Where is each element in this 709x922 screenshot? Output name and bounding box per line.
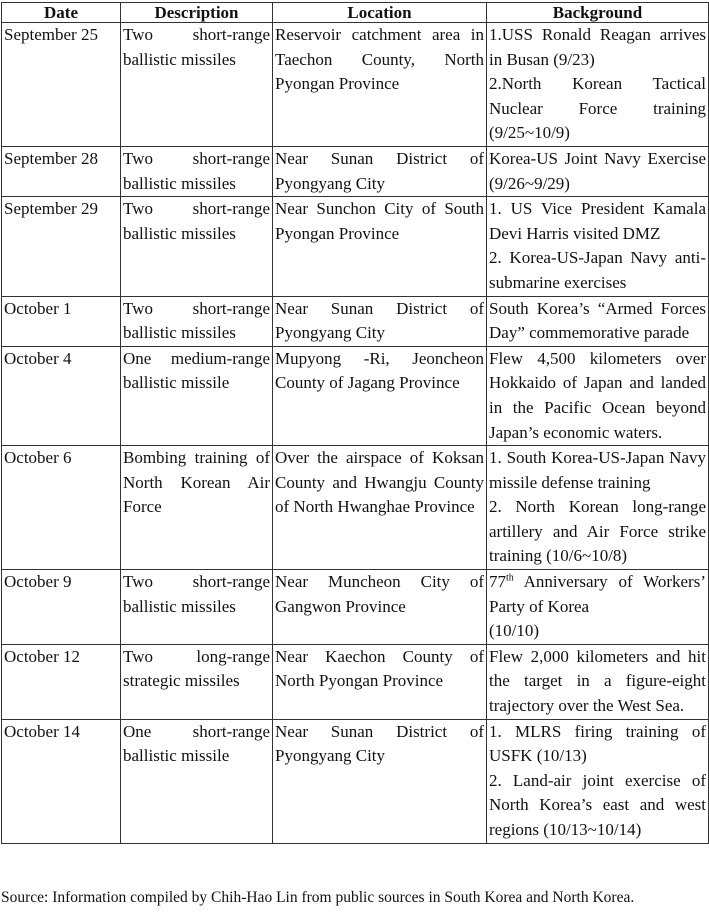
cell-location: Over the airspace of Koksan County and Hwangju County of North Hwanghae Province bbox=[273, 446, 487, 570]
cell-location: Near Sunan District of Pyongyang City bbox=[273, 146, 487, 196]
cell-date: September 29 bbox=[2, 197, 121, 296]
cell-background bbox=[487, 23, 709, 147]
table-row bbox=[2, 23, 709, 147]
anniversary-number: 77 bbox=[489, 572, 506, 592]
cell-location: Near Sunchon City of South Pyongan Province bbox=[273, 197, 487, 296]
cell-date: October 14 bbox=[2, 719, 121, 843]
cell-background bbox=[487, 146, 709, 196]
cell-date: September 28 bbox=[2, 146, 121, 196]
cell-date: October 1 bbox=[2, 296, 121, 346]
cell-description: Two short-range ballistic missiles bbox=[121, 296, 273, 346]
table-row bbox=[2, 146, 709, 196]
missile-launch-table bbox=[1, 2, 709, 844]
background-item: South Korea’s “Armed Forces Day” commemorative parade bbox=[489, 298, 706, 343]
cell-background bbox=[487, 446, 709, 570]
background-item: Korea-US Joint Navy Exercise (9/26~9/29) bbox=[489, 148, 706, 193]
cell-date: October 6 bbox=[2, 446, 121, 570]
cell-date: October 9 bbox=[2, 570, 121, 645]
cell-date: October 12 bbox=[2, 644, 121, 719]
background-item: 1. MLRS firing training of USFK (10/13) bbox=[489, 721, 706, 766]
cell-background bbox=[487, 570, 709, 645]
header-row bbox=[2, 3, 709, 23]
cell-background bbox=[487, 644, 709, 719]
header-background: Background bbox=[487, 3, 709, 23]
cell-location: Near Sunan District of Pyongyang City bbox=[273, 296, 487, 346]
background-item: 2. Land-air joint exercise of North Korea’s east and west regions (10/13~10/14) bbox=[489, 770, 706, 839]
cell-description: One short-range ballistic missile bbox=[121, 719, 273, 843]
table-row bbox=[2, 446, 709, 570]
cell-location: Near Muncheon City of Gangwon Province bbox=[273, 570, 487, 645]
background-item: 1.USS Ronald Reagan arrives in Busan (9/23) bbox=[489, 25, 706, 69]
cell-location: Near Sunan District of Pyongyang City bbox=[273, 719, 487, 843]
background-item: Flew 2,000 kilometers and hit the target in a figure-eight trajectory over the West Sea. bbox=[489, 646, 706, 716]
background-item: 2.North Korean Tactical Nuclear Force training (9/25~10/9) bbox=[489, 74, 706, 143]
cell-date: September 25 bbox=[2, 23, 121, 147]
background-date: (10/10) bbox=[489, 621, 540, 641]
cell-description: Two short-range ballistic missiles bbox=[121, 197, 273, 296]
cell-description: Two short-range ballistic missiles bbox=[121, 146, 273, 196]
table-row bbox=[2, 296, 709, 346]
cell-description: Two long-range strategic missiles bbox=[121, 644, 273, 719]
background-item: Flew 4,500 kilometers over Hokkaido of Japan and landed in the Pacific Ocean beyond Japan’s economic waters. bbox=[489, 348, 706, 442]
header-location: Location bbox=[273, 3, 487, 23]
cell-background bbox=[487, 296, 709, 346]
cell-description: Two short-range ballistic missiles bbox=[121, 23, 273, 147]
table-row bbox=[2, 197, 709, 296]
header-date: Date bbox=[2, 3, 121, 23]
cell-description: Two short-range ballistic missiles bbox=[121, 570, 273, 645]
cell-background bbox=[487, 197, 709, 296]
cell-background bbox=[487, 346, 709, 445]
background-item: 1. South Korea-US-Japan Navy missile defense training bbox=[489, 448, 706, 492]
table-row bbox=[2, 570, 709, 645]
background-item: 2. Korea-US-Japan Navy anti-submarine exercises bbox=[489, 248, 706, 292]
header-description: Description bbox=[121, 3, 273, 23]
cell-date: October 4 bbox=[2, 346, 121, 445]
background-item: 2. North Korean long-range artillery and Air Force strike training (10/6~10/8) bbox=[489, 497, 706, 566]
table-row bbox=[2, 644, 709, 719]
cell-description: One medium-range ballistic missile bbox=[121, 346, 273, 445]
source-note: Source: Information compiled by Chih-Hao Lin from public sources in South Korea and North Korea. bbox=[1, 889, 635, 906]
table-row bbox=[2, 346, 709, 445]
background-anniversary bbox=[489, 572, 706, 616]
cell-background bbox=[487, 719, 709, 843]
table-row bbox=[2, 719, 709, 843]
background-item: 1. US Vice President Kamala Devi Harris visited DMZ bbox=[489, 199, 706, 243]
cell-location: Reservoir catchment area in Taechon County, North Pyongan Province bbox=[273, 23, 487, 147]
anniversary-text: Anniversary of Workers’ Party of Korea bbox=[489, 572, 706, 616]
ordinal-suffix: th bbox=[506, 572, 514, 584]
cell-description: Bombing training of North Korean Air Force bbox=[121, 446, 273, 570]
cell-location: Near Kaechon County of North Pyongan Province bbox=[273, 644, 487, 719]
cell-location: Mupyong -Ri, Jeoncheon County of Jagang Province bbox=[273, 346, 487, 445]
